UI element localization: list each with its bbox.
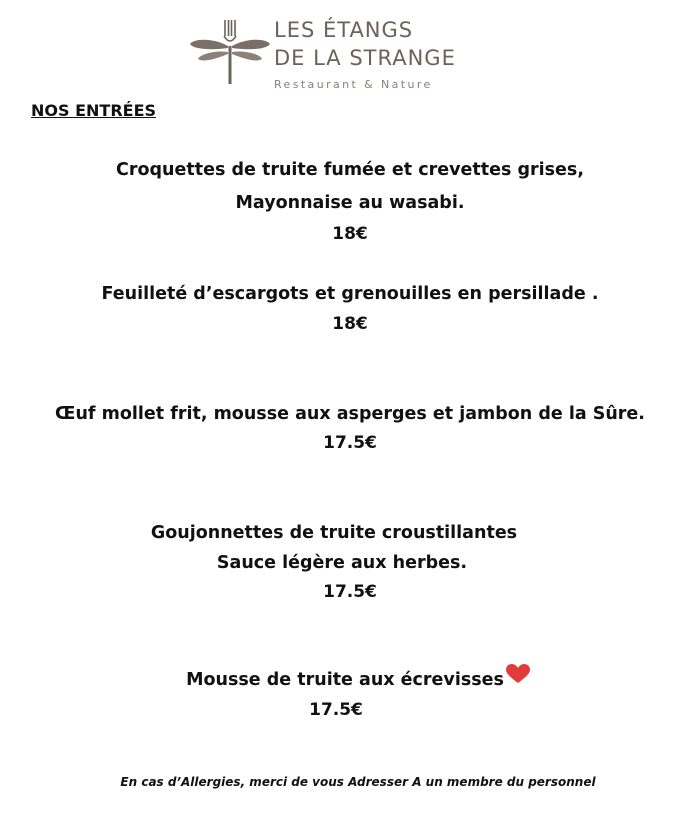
dish-5-name: Mousse de truite aux écrevisses: [186, 670, 504, 690]
dish-4-price: 17.5€: [323, 582, 377, 602]
dish-2-line-1: Feuilleté d’escargots et grenouilles en persillade .: [101, 284, 599, 304]
dish-5-line-1: [8, 670, 700, 690]
heart-icon: [506, 664, 530, 689]
dish-4-line-2: Sauce légère aux herbes.: [216, 553, 468, 573]
brand-name-line2: DE LA STRANGE: [274, 46, 456, 70]
dish-1-price: 18€: [332, 224, 368, 244]
section-title: NOS ENTRÉES: [31, 101, 157, 120]
dish-3-line-1: Œuf mollet frit, mousse aux asperges et jambon de la Sûre.: [55, 404, 645, 424]
dragonfly-fork-icon: [188, 16, 272, 86]
dish-3-price: 17.5€: [323, 433, 377, 453]
brand-tagline: Restaurant & Nature: [274, 78, 433, 91]
restaurant-logo: [188, 10, 458, 100]
dish-1-line-1: Croquettes de truite fumée et crevettes grises,: [116, 160, 584, 180]
dish-4-line-1: Goujonnettes de truite croustillantes: [150, 523, 518, 543]
dish-1-line-2: Mayonnaise au wasabi.: [235, 193, 465, 213]
dish-2-price: 18€: [332, 314, 368, 334]
dish-5-price: 17.5€: [309, 700, 363, 720]
allergy-note: En cas d’Allergies, merci de vous Adresser A un membre du personnel: [120, 775, 596, 789]
brand-name-line1: LES ÉTANGS: [274, 18, 414, 42]
